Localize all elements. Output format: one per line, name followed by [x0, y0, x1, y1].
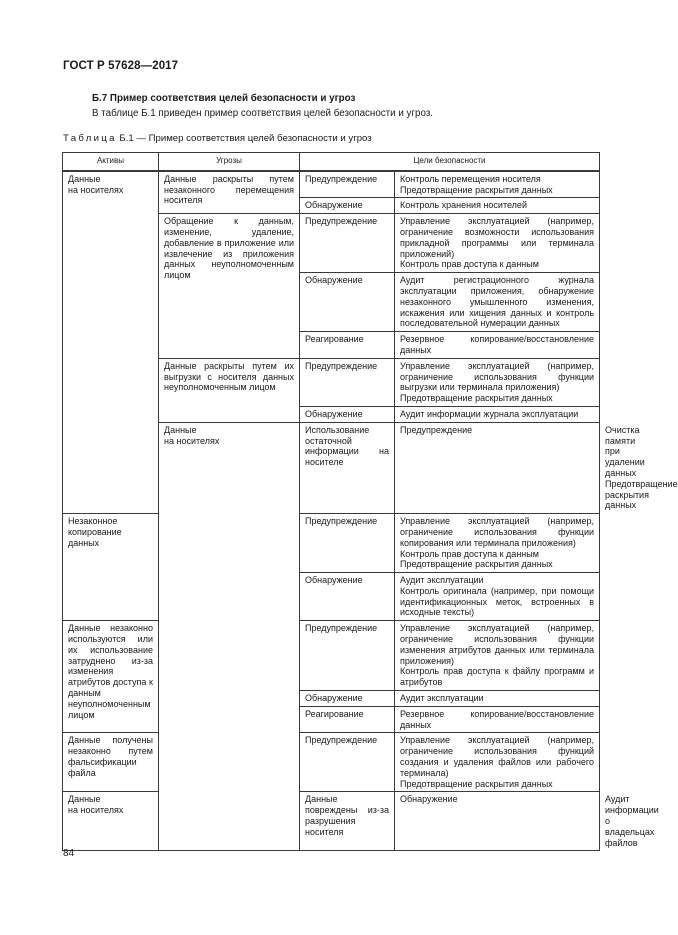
asset-cell — [63, 792, 159, 851]
asset-cell — [159, 422, 300, 851]
security-goals-table — [62, 152, 678, 851]
goal-line: Предотвращение раскрытия данных — [400, 393, 553, 404]
goal-line: Резервное копирование/восстановление данных — [400, 708, 595, 730]
goal-type-cell: Предупреждение — [300, 733, 395, 792]
table-row — [63, 171, 600, 198]
goal-line: Управление эксплуатацией (например, ограничение использования функции выгрузки или терминала приложения) — [400, 360, 595, 393]
goal-cell — [395, 332, 600, 359]
goal-cell — [395, 358, 600, 406]
goal-cell — [395, 514, 600, 573]
asset-label-line: на носителях — [68, 184, 124, 195]
threat-cell: Незаконное копирование данных — [63, 514, 159, 621]
section-title: Б.7 Пример соответствия целей безопасности и угроз — [92, 93, 356, 104]
table-row — [63, 621, 600, 691]
goal-type-cell: Предупреждение — [300, 214, 395, 273]
goal-type-cell: Реагирование — [300, 332, 395, 359]
goal-line: Контроль перемещения носителя — [400, 173, 541, 184]
asset-label-line: на носителях — [68, 805, 124, 816]
goal-line: Контроль хранения носителей — [400, 200, 527, 211]
threat-cell: Данные повреждены из-за разрушения носителя — [300, 792, 395, 851]
threat-cell: Данные раскрыты путем незаконного перемещения носителя — [159, 171, 300, 214]
table-caption-text: Б.1 — Пример соответствия целей безопасности и угроз — [119, 133, 372, 144]
goal-line: Управление эксплуатацией (например, ограничение возможности использования прикладной программы или терминала приложений) — [400, 216, 595, 259]
goal-type-cell: Обнаружение — [300, 573, 395, 621]
goal-type-cell: Предупреждение — [300, 621, 395, 691]
goal-line: Аудит эксплуатации — [400, 575, 484, 586]
table-row: Данные на носителях Использование остаточной информации на носителе Предупреждение Очистка памяти при удалении данных Предотвращение раскрытия данных — [63, 422, 600, 513]
asset-label-line: на носителях — [164, 435, 220, 446]
threat-cell: Данные незаконно используются или их использование затруднено из-за изменения атрибутов доступа к данным неуполномоченным лицом — [63, 621, 159, 733]
goal-line: Управление эксплуатацией (например, ограничение использования функции изменения атрибутов данных или терминала приложения) — [400, 623, 595, 666]
goal-type-cell: Предупреждение — [395, 422, 600, 513]
table-header-row — [63, 153, 600, 171]
goal-type-cell: Предупреждение — [300, 358, 395, 406]
goal-cell — [395, 214, 600, 273]
asset-label-line: Данные — [68, 173, 101, 184]
table-row — [63, 514, 600, 573]
goal-line: Аудит регистрационного журнала эксплуатации приложения, обнаружение незаконного умышленного изменения, искажения или хищения данных и контроль последовательной нумерации данных — [400, 275, 595, 329]
goal-line: Предотвращение раскрытия данных — [400, 778, 553, 789]
goal-line: Управление эксплуатацией (например, ограничение использования функций создания и удаления файлов или рабочего терминала) — [400, 735, 595, 778]
goal-type-cell: Предупреждение — [300, 171, 395, 198]
goal-line: Аудит информации журнала эксплуатации — [400, 408, 579, 419]
goal-line: Контроль оригинала (например, при помощи идентификационных меток, встроенных в исходные тексты) — [400, 585, 595, 618]
goal-cell — [395, 198, 600, 214]
goal-line: Управление эксплуатацией (например, ограничение использования функции копирования или терминала приложения) — [400, 516, 595, 548]
table-row — [63, 733, 600, 792]
goal-cell — [395, 733, 600, 792]
goal-line: Контроль прав доступа к данным — [400, 259, 539, 270]
threat-cell: Данные раскрыты путем их выгрузки с носителя данных неуполномоченным лицом — [159, 358, 300, 422]
goal-cell — [395, 273, 600, 332]
goal-line: Предотвращение раскрытия данных — [400, 184, 553, 195]
goal-type-cell: Обнаружение — [300, 198, 395, 214]
goal-line: Аудит эксплуатации — [400, 693, 484, 704]
goal-cell — [395, 406, 600, 422]
asset-cell — [63, 171, 159, 514]
goal-line: Резервное копирование/восстановление данных — [400, 334, 595, 355]
goal-type-cell: Обнаружение — [300, 273, 395, 332]
goal-type-cell: Обнаружение — [395, 792, 600, 851]
goal-cell — [395, 691, 600, 707]
goal-cell — [395, 573, 600, 621]
goal-type-cell: Обнаружение — [300, 406, 395, 422]
section-intro: В таблице Б.1 приведен пример соответствия целей безопасности и угроз. — [92, 108, 434, 119]
goal-line: Предотвращение раскрытия данных — [400, 559, 553, 570]
column-header-threats: Угрозы — [159, 153, 300, 171]
goal-cell — [395, 171, 600, 198]
column-header-assets: Активы — [63, 153, 159, 171]
column-header-goals: Цели безопасности — [300, 153, 600, 171]
goal-type-cell: Предупреждение — [300, 514, 395, 573]
threat-cell: Использование остаточной информации на носителе — [300, 422, 395, 513]
table-row: Данные на носителях Данные повреждены из-за разрушения носителя Обнаружение Аудит информации о владельцах файлов — [63, 792, 600, 851]
goal-line: Контроль прав доступа к файлу программ и атрибутов — [400, 666, 595, 688]
table-caption-prefix: Таблица — [63, 133, 117, 144]
goal-line: Контроль прав доступа к данным — [400, 548, 539, 559]
table-caption — [63, 133, 372, 144]
goal-type-cell: Реагирование — [300, 706, 395, 733]
page-number: 84 — [63, 848, 75, 859]
goal-cell — [395, 621, 600, 691]
goal-cell — [395, 706, 600, 733]
goal-type-cell: Обнаружение — [300, 691, 395, 707]
threat-cell: Обращение к данным, изменение, удаление, добавление в приложение или извлечение из приложения данных неуполномоченным лицом — [159, 214, 300, 359]
document-code: ГОСТ Р 57628—2017 — [63, 60, 179, 72]
asset-label-line: Данные — [68, 794, 101, 805]
asset-label-line: Данные — [164, 424, 197, 435]
threat-cell: Данные получены незаконно путем фальсификации файла — [63, 733, 159, 792]
